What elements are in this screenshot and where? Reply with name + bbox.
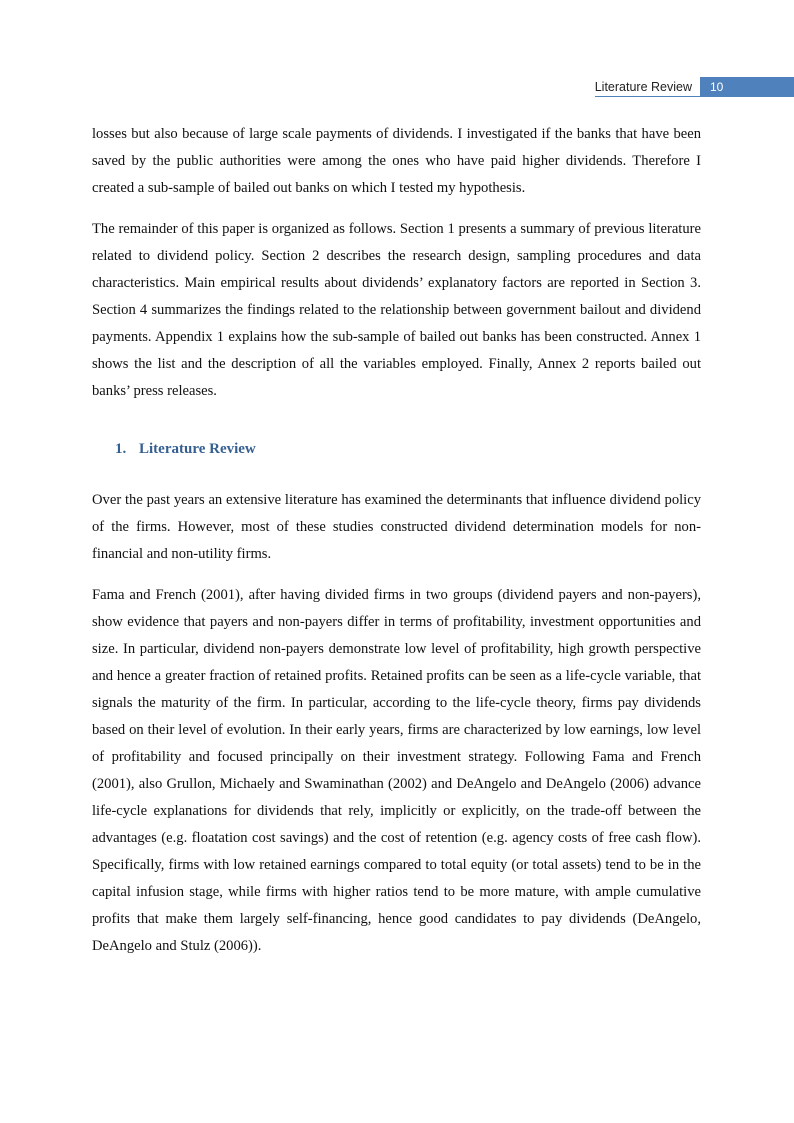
section-heading	[115, 436, 256, 463]
paragraph-paper-outline: The remainder of this paper is organized as follows. Section 1 presents a summary of previous literature related to dividend policy. Section 2 describes the research design, sampling procedures and data characteristics. Main empirical results about dividends’ explanatory factors are reported in Section 3. Section 4 summarizes the findings related to the relationship between government bailout and dividend payments. Appendix 1 explains how the sub-sample of bailed out banks has been constructed. Annex 1 shows the list and the description of all the variables employed. Finally, Annex 2 reports bailed out banks’ press releases.	[92, 221, 701, 399]
section-number: 1.	[115, 441, 127, 457]
running-header	[595, 77, 794, 97]
page-number: 10	[700, 77, 794, 97]
paragraph-literature-overview: Over the past years an extensive literature has examined the determinants that influence dividend policy of the firms. However, most of these studies constructed dividend determination models for non-financial and non-utility firms.	[92, 492, 701, 562]
paragraph-fama-french: Fama and French (2001), after having divided firms in two groups (dividend payers and non-payers), show evidence that payers and non-payers differ in terms of profitability, investment opportunities and size. In particular, dividend non-payers demonstrate low level of profitability, high growth perspective and hence a greater fraction of retained profits. Retained profits can be seen as a life-cycle variable, that signals the maturity of the firm. In particular, according to the life-cycle theory, firms pay dividends based on their level of evolution. In their early years, firms are characterized by low earnings, low level of profitability and focused principally on their investment strategy. Following Fama and French (2001), also Grullon, Michaely and Swaminathan (2002) and DeAngelo and DeAngelo (2006) advance life-cycle explanations for dividends that rely, implicitly or explicitly, on the trade-off between the advantages (e.g. floatation cost savings) and the cost of retention (e.g. agency costs of free cash flow). Specifically, firms with low retained earnings compared to total equity (or total assets) tend to be in the capital infusion stage, while firms with higher ratios tend to be more mature, with ample cumulative profits that make them largely self-financing, hence good candidates to pay dividends (DeAngelo, DeAngelo and Stulz (2006)).	[92, 587, 701, 954]
section-title: Literature Review	[139, 441, 256, 457]
paragraph-intro-continued: losses but also because of large scale payments of dividends. I investigated if the banks that have been saved by the public authorities were among the ones who have paid higher dividends. Therefore I created a sub-sample of bailed out banks on which I tested my hypothesis.	[92, 126, 701, 196]
header-title: Literature Review	[595, 77, 700, 97]
